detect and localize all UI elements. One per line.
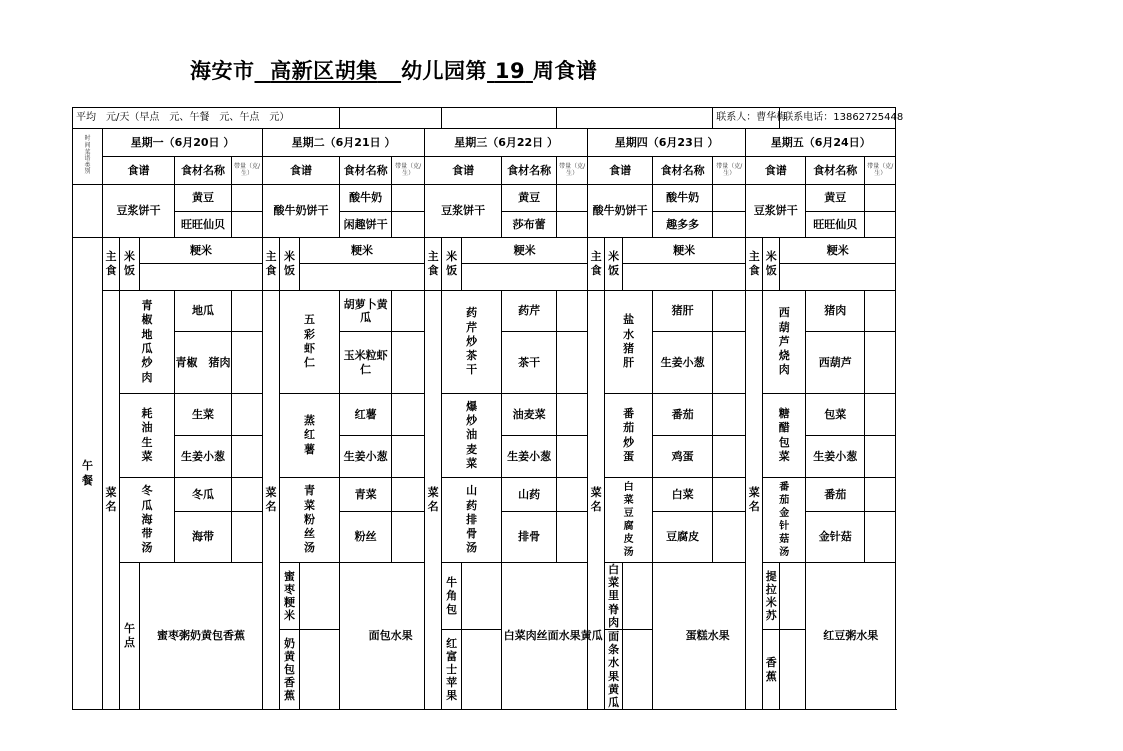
snack-dish: 面包水果 [340, 563, 442, 710]
qty-cell [232, 512, 263, 563]
snack-ingredient: 香蕉 [763, 629, 780, 709]
staple-ingredient: 粳米 [462, 238, 588, 264]
snack-ingredient: 提拉米苏 [763, 563, 780, 630]
lunch-ingredient: 生菜 [175, 394, 232, 436]
snack-ingredient: 面条水果黄瓜 [605, 629, 623, 709]
lunch-ingredient: 番茄 [653, 394, 713, 436]
staple-label [103, 238, 120, 291]
dish-text: 药芹炒茶干 [466, 306, 478, 377]
qty-cell [392, 512, 425, 563]
lunch-section-label [73, 238, 103, 710]
contact-person: 联系人：曹华梅 [713, 108, 780, 129]
qty-cell [232, 436, 263, 478]
lunch-ingredient: 青椒 猪肉 [175, 332, 232, 394]
staple-text: 主食 [427, 249, 439, 277]
lunch-ingredient: 玉米粒虾仁 [340, 332, 392, 394]
breakfast-ingredient: 酸牛奶 [653, 185, 713, 212]
col-qty: 带量（克/生） [865, 157, 896, 185]
staple-ingredient: 粳米 [780, 238, 896, 264]
lunch-ingredient: 豆腐皮 [653, 512, 713, 563]
qty-cell [713, 512, 746, 563]
dishes-text: 菜名 [265, 485, 277, 514]
qty-cell [557, 332, 588, 394]
lunch-dish-1 [605, 291, 653, 394]
lunch-ingredient: 粉丝 [340, 512, 392, 563]
menu-table [72, 107, 904, 710]
breakfast-dish: 豆浆饼干 [103, 185, 175, 238]
qty-cell [865, 291, 896, 332]
qty-cell [300, 629, 340, 709]
snack-ingredient: 奶黄包香蕉 [280, 629, 300, 709]
qty-cell [232, 478, 263, 512]
lunch-ingredient: 药芹 [502, 291, 557, 332]
snack-section-label [120, 563, 140, 710]
qty-cell [232, 394, 263, 436]
qty-cell [713, 394, 746, 436]
lunch-soup [120, 478, 175, 563]
blank-cell [140, 264, 263, 291]
day-header-fri: 星期五（6月24日） [746, 129, 896, 157]
qty-cell [865, 332, 896, 394]
snack-dish: 红豆粥水果 [806, 563, 896, 710]
snack-ingredient: 牛角包 [442, 563, 462, 630]
rice-label [280, 238, 300, 291]
lunch-ingredient: 胡萝卜黄瓜 [340, 291, 392, 332]
lunch-dish-1 [442, 291, 502, 394]
col-ingredient: 食材名称 [502, 157, 557, 185]
qty-cell [865, 212, 896, 238]
lunch-ingredient: 排骨 [502, 512, 557, 563]
staple-text: 主食 [105, 249, 117, 277]
qty-cell [232, 332, 263, 394]
qty-cell [865, 512, 896, 563]
lunch-dish-2 [763, 394, 806, 478]
snack-ingredient: 白菜里脊肉 [605, 563, 623, 630]
col-dish: 食谱 [746, 157, 806, 185]
day-header-mon: 星期一（6月20日 ） [103, 129, 263, 157]
dish-text: 爆炒油麦菜 [466, 399, 478, 470]
qty-cell [865, 478, 896, 512]
dish-text: 冬瓜海带汤 [141, 484, 153, 555]
breakfast-ingredient: 莎布蕾 [502, 212, 557, 238]
qty-cell [557, 291, 588, 332]
qty-cell [713, 332, 746, 394]
lunch-ingredient: 茶干 [502, 332, 557, 394]
qty-cell [300, 563, 340, 630]
col-dish: 食谱 [588, 157, 653, 185]
lunch-label: 午餐 [82, 459, 93, 487]
breakfast-ingredient: 旺旺仙贝 [806, 212, 865, 238]
qty-cell [865, 185, 896, 212]
dishes-text: 菜名 [748, 485, 760, 514]
lunch-ingredient: 青菜 [340, 478, 392, 512]
blank-cell [462, 264, 588, 291]
lunch-ingredient: 白菜 [653, 478, 713, 512]
col-ingredient: 食材名称 [806, 157, 865, 185]
lunch-ingredient: 金针菇 [806, 512, 865, 563]
dishes-text: 菜名 [105, 485, 117, 514]
blank-cell [442, 108, 557, 129]
lunch-soup [763, 478, 806, 563]
qty-cell [623, 629, 653, 709]
qty-cell [232, 185, 263, 212]
qty-cell [557, 478, 588, 512]
breakfast-ingredient: 黄豆 [502, 185, 557, 212]
col-qty: 带量（克/生） [713, 157, 746, 185]
breakfast-dish: 豆浆饼干 [746, 185, 806, 238]
qty-cell [865, 394, 896, 436]
contact-phone: 联系电话：13862725448 [780, 108, 896, 129]
dish-text: 五彩虾仁 [304, 313, 316, 370]
lunch-ingredient: 生姜小葱 [653, 332, 713, 394]
col-ingredient: 食材名称 [340, 157, 392, 185]
dish-text: 盐水猪肝 [623, 313, 635, 370]
lunch-dish-1 [280, 291, 340, 394]
dish-text: 青椒地瓜炒肉 [141, 299, 153, 384]
qty-cell [557, 394, 588, 436]
lunch-ingredient: 猪肝 [653, 291, 713, 332]
staple-ingredient: 粳米 [140, 238, 263, 264]
lunch-ingredient: 地瓜 [175, 291, 232, 332]
lunch-ingredient: 红薯 [340, 394, 392, 436]
title-week: 19 [494, 59, 526, 83]
col-ingredient: 食材名称 [653, 157, 713, 185]
qty-cell [713, 436, 746, 478]
rice-label [763, 238, 780, 291]
dish-text: 蒸红薯 [304, 414, 316, 456]
qty-cell [392, 291, 425, 332]
lunch-ingredient: 西葫芦 [806, 332, 865, 394]
lunch-dish-1 [763, 291, 806, 394]
day-header-wed: 星期三（6月22日 ） [425, 129, 588, 157]
lunch-ingredient: 海带 [175, 512, 232, 563]
staple-text: 主食 [590, 249, 602, 277]
breakfast-ingredient: 趣多多 [653, 212, 713, 238]
lunch-ingredient: 生姜小葱 [806, 436, 865, 478]
qty-cell [865, 436, 896, 478]
title-city: 海安市 [190, 59, 255, 83]
qty-cell [557, 436, 588, 478]
breakfast-ingredient: 酸牛奶 [340, 185, 392, 212]
dish-text: 青菜粉丝汤 [304, 484, 316, 555]
day-header-tue: 星期二（6月21日 ） [263, 129, 425, 157]
lunch-dish-2 [280, 394, 340, 478]
blank-cell [780, 264, 896, 291]
blank-cell [623, 264, 746, 291]
lunch-soup [280, 478, 340, 563]
staple-text: 主食 [265, 249, 277, 277]
dish-text: 糖醋包菜 [778, 406, 790, 463]
qty-cell [392, 185, 425, 212]
dishes-label [263, 291, 280, 710]
breakfast-dish: 酸牛奶饼干 [263, 185, 340, 238]
col-qty: 带量（克/生） [232, 157, 263, 185]
rice-text: 米饭 [124, 249, 135, 277]
snack-dish: 蜜枣粥奶黄包香蕉 [140, 563, 263, 710]
lunch-dish-1 [120, 291, 175, 394]
staple-label [263, 238, 280, 291]
rice-label [605, 238, 623, 291]
col-ingredient: 食材名称 [175, 157, 232, 185]
staple-label [425, 238, 442, 291]
lunch-ingredient: 番茄 [806, 478, 865, 512]
staple-ingredient: 粳米 [623, 238, 746, 264]
lunch-ingredient: 生姜小葱 [175, 436, 232, 478]
dishes-text: 菜名 [590, 485, 602, 514]
corner-cell [73, 129, 103, 185]
lunch-ingredient: 猪肉 [806, 291, 865, 332]
qty-cell [623, 563, 653, 630]
breakfast-ingredient: 黄豆 [806, 185, 865, 212]
qty-cell [462, 629, 502, 709]
dish-text: 番茄炒蛋 [623, 406, 635, 463]
rice-text: 米饭 [765, 249, 777, 277]
title-week-underline [487, 59, 533, 83]
rice-text: 米饭 [446, 249, 458, 277]
qty-cell [557, 212, 588, 238]
title-school: 幼儿园第 [401, 59, 488, 83]
qty-cell [392, 212, 425, 238]
qty-cell [392, 332, 425, 394]
title-suffix: 周食谱 [532, 59, 598, 83]
breakfast-dish: 酸牛奶饼干 [588, 185, 653, 238]
staple-label [588, 238, 605, 291]
snack-ingredient: 红富士苹果 [442, 629, 462, 709]
breakfast-ingredient: 旺旺仙贝 [175, 212, 232, 238]
snack-dish: 蛋糕水果 [653, 563, 763, 710]
day-header-thu: 星期四（6月23日 ） [588, 129, 746, 157]
dish-text: 耗油生菜 [141, 406, 153, 463]
qty-cell [557, 512, 588, 563]
dishes-text: 菜名 [427, 485, 439, 514]
staple-text: 主食 [748, 249, 760, 277]
breakfast-section [73, 185, 103, 238]
rice-label [442, 238, 462, 291]
col-dish: 食谱 [425, 157, 502, 185]
lunch-dish-2 [120, 394, 175, 478]
lunch-ingredient: 山药 [502, 478, 557, 512]
breakfast-ingredient: 黄豆 [175, 185, 232, 212]
qty-cell [392, 436, 425, 478]
rice-label [120, 238, 140, 291]
title-district-underline [255, 59, 402, 83]
snack-label: 午点 [124, 621, 135, 650]
col-qty: 带量（克/生） [392, 157, 425, 185]
qty-cell [232, 212, 263, 238]
lunch-ingredient: 包菜 [806, 394, 865, 436]
title-district: 高新区胡集 [270, 59, 378, 83]
lunch-ingredient: 鸡蛋 [653, 436, 713, 478]
dish-text: 白菜豆腐皮汤 [623, 482, 634, 558]
lunch-ingredient: 生姜小葱 [340, 436, 392, 478]
qty-cell [557, 185, 588, 212]
col-dish: 食谱 [103, 157, 175, 185]
lunch-soup [442, 478, 502, 563]
lunch-soup [605, 478, 653, 563]
qty-cell [392, 478, 425, 512]
breakfast-ingredient: 闲趣饼干 [340, 212, 392, 238]
blank-cell [300, 264, 425, 291]
staple-ingredient: 粳米 [300, 238, 425, 264]
snack-dish: 白菜肉丝面水果黄瓜 [502, 563, 605, 710]
snack-ingredient: 蜜枣 粳米 [280, 563, 300, 630]
lunch-ingredient: 冬瓜 [175, 478, 232, 512]
dish-text: 西葫芦烧肉 [778, 306, 790, 377]
qty-cell [780, 629, 806, 709]
qty-cell [713, 212, 746, 238]
lunch-dish-2 [442, 394, 502, 478]
corner-label: 时间菜谱类别 [84, 135, 91, 176]
qty-cell [713, 291, 746, 332]
lunch-ingredient: 油麦菜 [502, 394, 557, 436]
qty-cell [713, 185, 746, 212]
rice-text: 米饭 [284, 249, 295, 277]
col-qty: 带量（克/生） [557, 157, 588, 185]
qty-cell [232, 291, 263, 332]
lunch-ingredient: 生姜小葱 [502, 436, 557, 478]
breakfast-dish: 豆浆饼干 [425, 185, 502, 238]
dish-text: 番茄金针菇汤 [779, 482, 790, 558]
dishes-label [103, 291, 120, 710]
blank-cell [340, 108, 442, 129]
rice-text: 米饭 [608, 249, 620, 277]
qty-cell [713, 478, 746, 512]
lunch-dish-2 [605, 394, 653, 478]
staple-label [746, 238, 763, 291]
qty-cell [462, 563, 502, 630]
avg-cost: 平均 元/天（早点 元、午餐 元、午点 元） [73, 108, 340, 129]
qty-cell [780, 563, 806, 630]
col-dish: 食谱 [263, 157, 340, 185]
dish-text: 山药排骨汤 [466, 484, 478, 555]
page-title [190, 55, 597, 85]
blank-cell [557, 108, 713, 129]
qty-cell [392, 394, 425, 436]
